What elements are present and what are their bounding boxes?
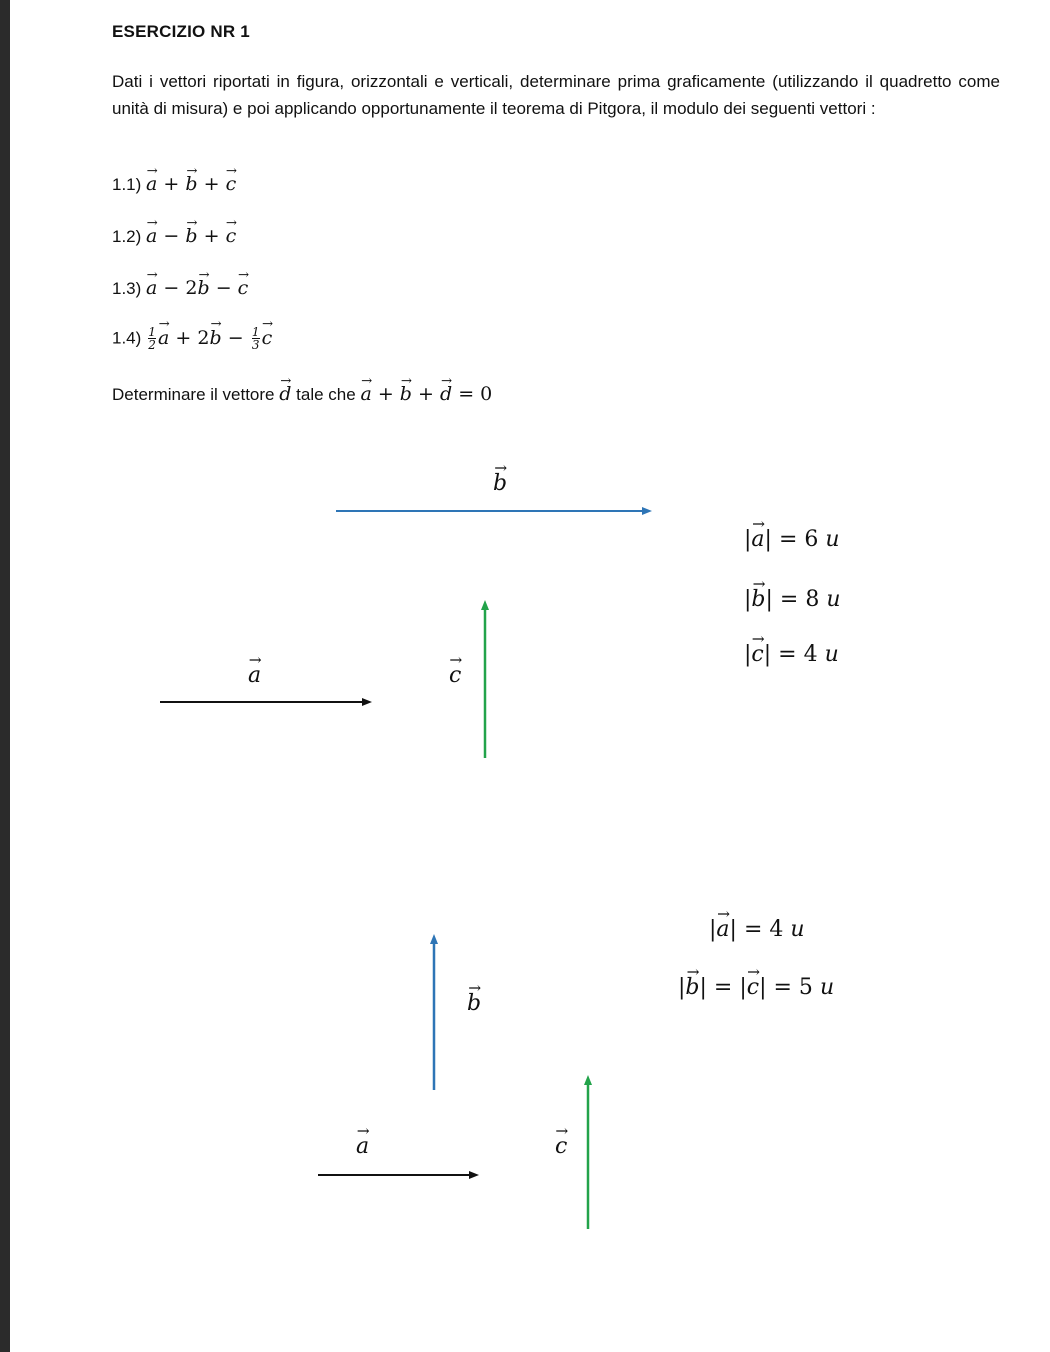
vector-c-symbol: c → xyxy=(238,277,249,299)
figure2-label-c: c → xyxy=(555,1133,567,1159)
item-number: 1.4) xyxy=(112,328,142,348)
vector-b-symbol: b → xyxy=(197,277,209,299)
vector-b-symbol: b → xyxy=(185,225,197,247)
figure1-label-c: c → xyxy=(449,662,461,688)
figure2-modulus-bc: |b →| = |c →| = 5 u xyxy=(678,975,834,1000)
figure1-vector-c-arrow xyxy=(481,600,489,758)
vector-c-symbol: c → xyxy=(226,225,237,247)
figure1-label-a: a → xyxy=(248,662,261,688)
vector-a-symbol: a → xyxy=(146,173,157,195)
vector-a-symbol: a → xyxy=(146,225,157,247)
vector-c-symbol: c → xyxy=(262,327,273,349)
figure1-modulus-a: |a →| = 6 u xyxy=(744,527,840,552)
figure1-label-b: b → xyxy=(493,470,507,496)
vector-b-symbol: b → xyxy=(209,327,221,349)
fraction-numerator: 1 xyxy=(251,325,260,339)
equation: a → + b → + d → = 0 xyxy=(360,383,492,405)
item-expression: $\frac{1}{2}$ a → + 2b → − $\frac{1}{3}$ c → xyxy=(146,327,272,349)
figure1-modulus-b: |b →| = 8 u xyxy=(744,587,841,612)
figure2-modulus-a: |a →| = 4 u xyxy=(709,917,805,942)
figure1-vector-a-arrow xyxy=(160,698,372,706)
item-number: 1.2) xyxy=(112,227,142,246)
figure2-vector-a-arrow xyxy=(318,1171,479,1179)
fraction-denominator: 2 xyxy=(148,338,156,352)
vector-b-symbol: b → xyxy=(400,383,412,405)
item-number: 1.1) xyxy=(112,175,142,194)
item-number: 1.3) xyxy=(112,279,142,298)
determine-text: Determinare il vettore xyxy=(112,385,275,404)
vector-a-symbol: a → xyxy=(360,383,371,405)
coefficient-b: 2 xyxy=(197,326,210,349)
item-expression: a → − 2b → − c → xyxy=(146,277,248,299)
vector-c-symbol: c → xyxy=(226,173,237,195)
figure2-label-a: a → xyxy=(356,1133,369,1159)
figure2-vector-b-arrow xyxy=(430,934,438,1090)
fraction-numerator: 1 xyxy=(148,325,156,339)
figure1-vector-b-arrow xyxy=(336,507,652,515)
zero-value: 0 xyxy=(480,383,493,405)
figure2-label-b: b → xyxy=(467,990,481,1016)
figure1-modulus-c: |c →| = 4 u xyxy=(744,642,839,667)
vector-d-symbol: d → xyxy=(279,383,291,405)
vector-b-symbol: b → xyxy=(185,173,197,195)
vector-a-symbol: a → xyxy=(146,277,157,299)
figure2-vector-c-arrow xyxy=(584,1075,592,1229)
tale-che-text: tale che xyxy=(296,385,356,404)
exercise-intro: Dati i vettori riportati in figura, orizzontali e verticali, determinare prima graficamente (utilizzando il quadretto come unità di misura) e poi applicando opportunamente il teorema di Pitgora, il modulo dei seguenti vettori : xyxy=(112,72,1000,118)
vector-d-symbol: d → xyxy=(440,383,452,405)
fraction-denominator: 3 xyxy=(251,338,260,352)
item-expression: a → − b → + c → xyxy=(146,225,236,247)
item-expression: a → + b → + c → xyxy=(146,173,236,195)
exercise-title: ESERCIZIO NR 1 xyxy=(112,22,250,41)
coefficient-b: 2 xyxy=(185,277,198,299)
vector-a-symbol: a → xyxy=(158,327,169,349)
